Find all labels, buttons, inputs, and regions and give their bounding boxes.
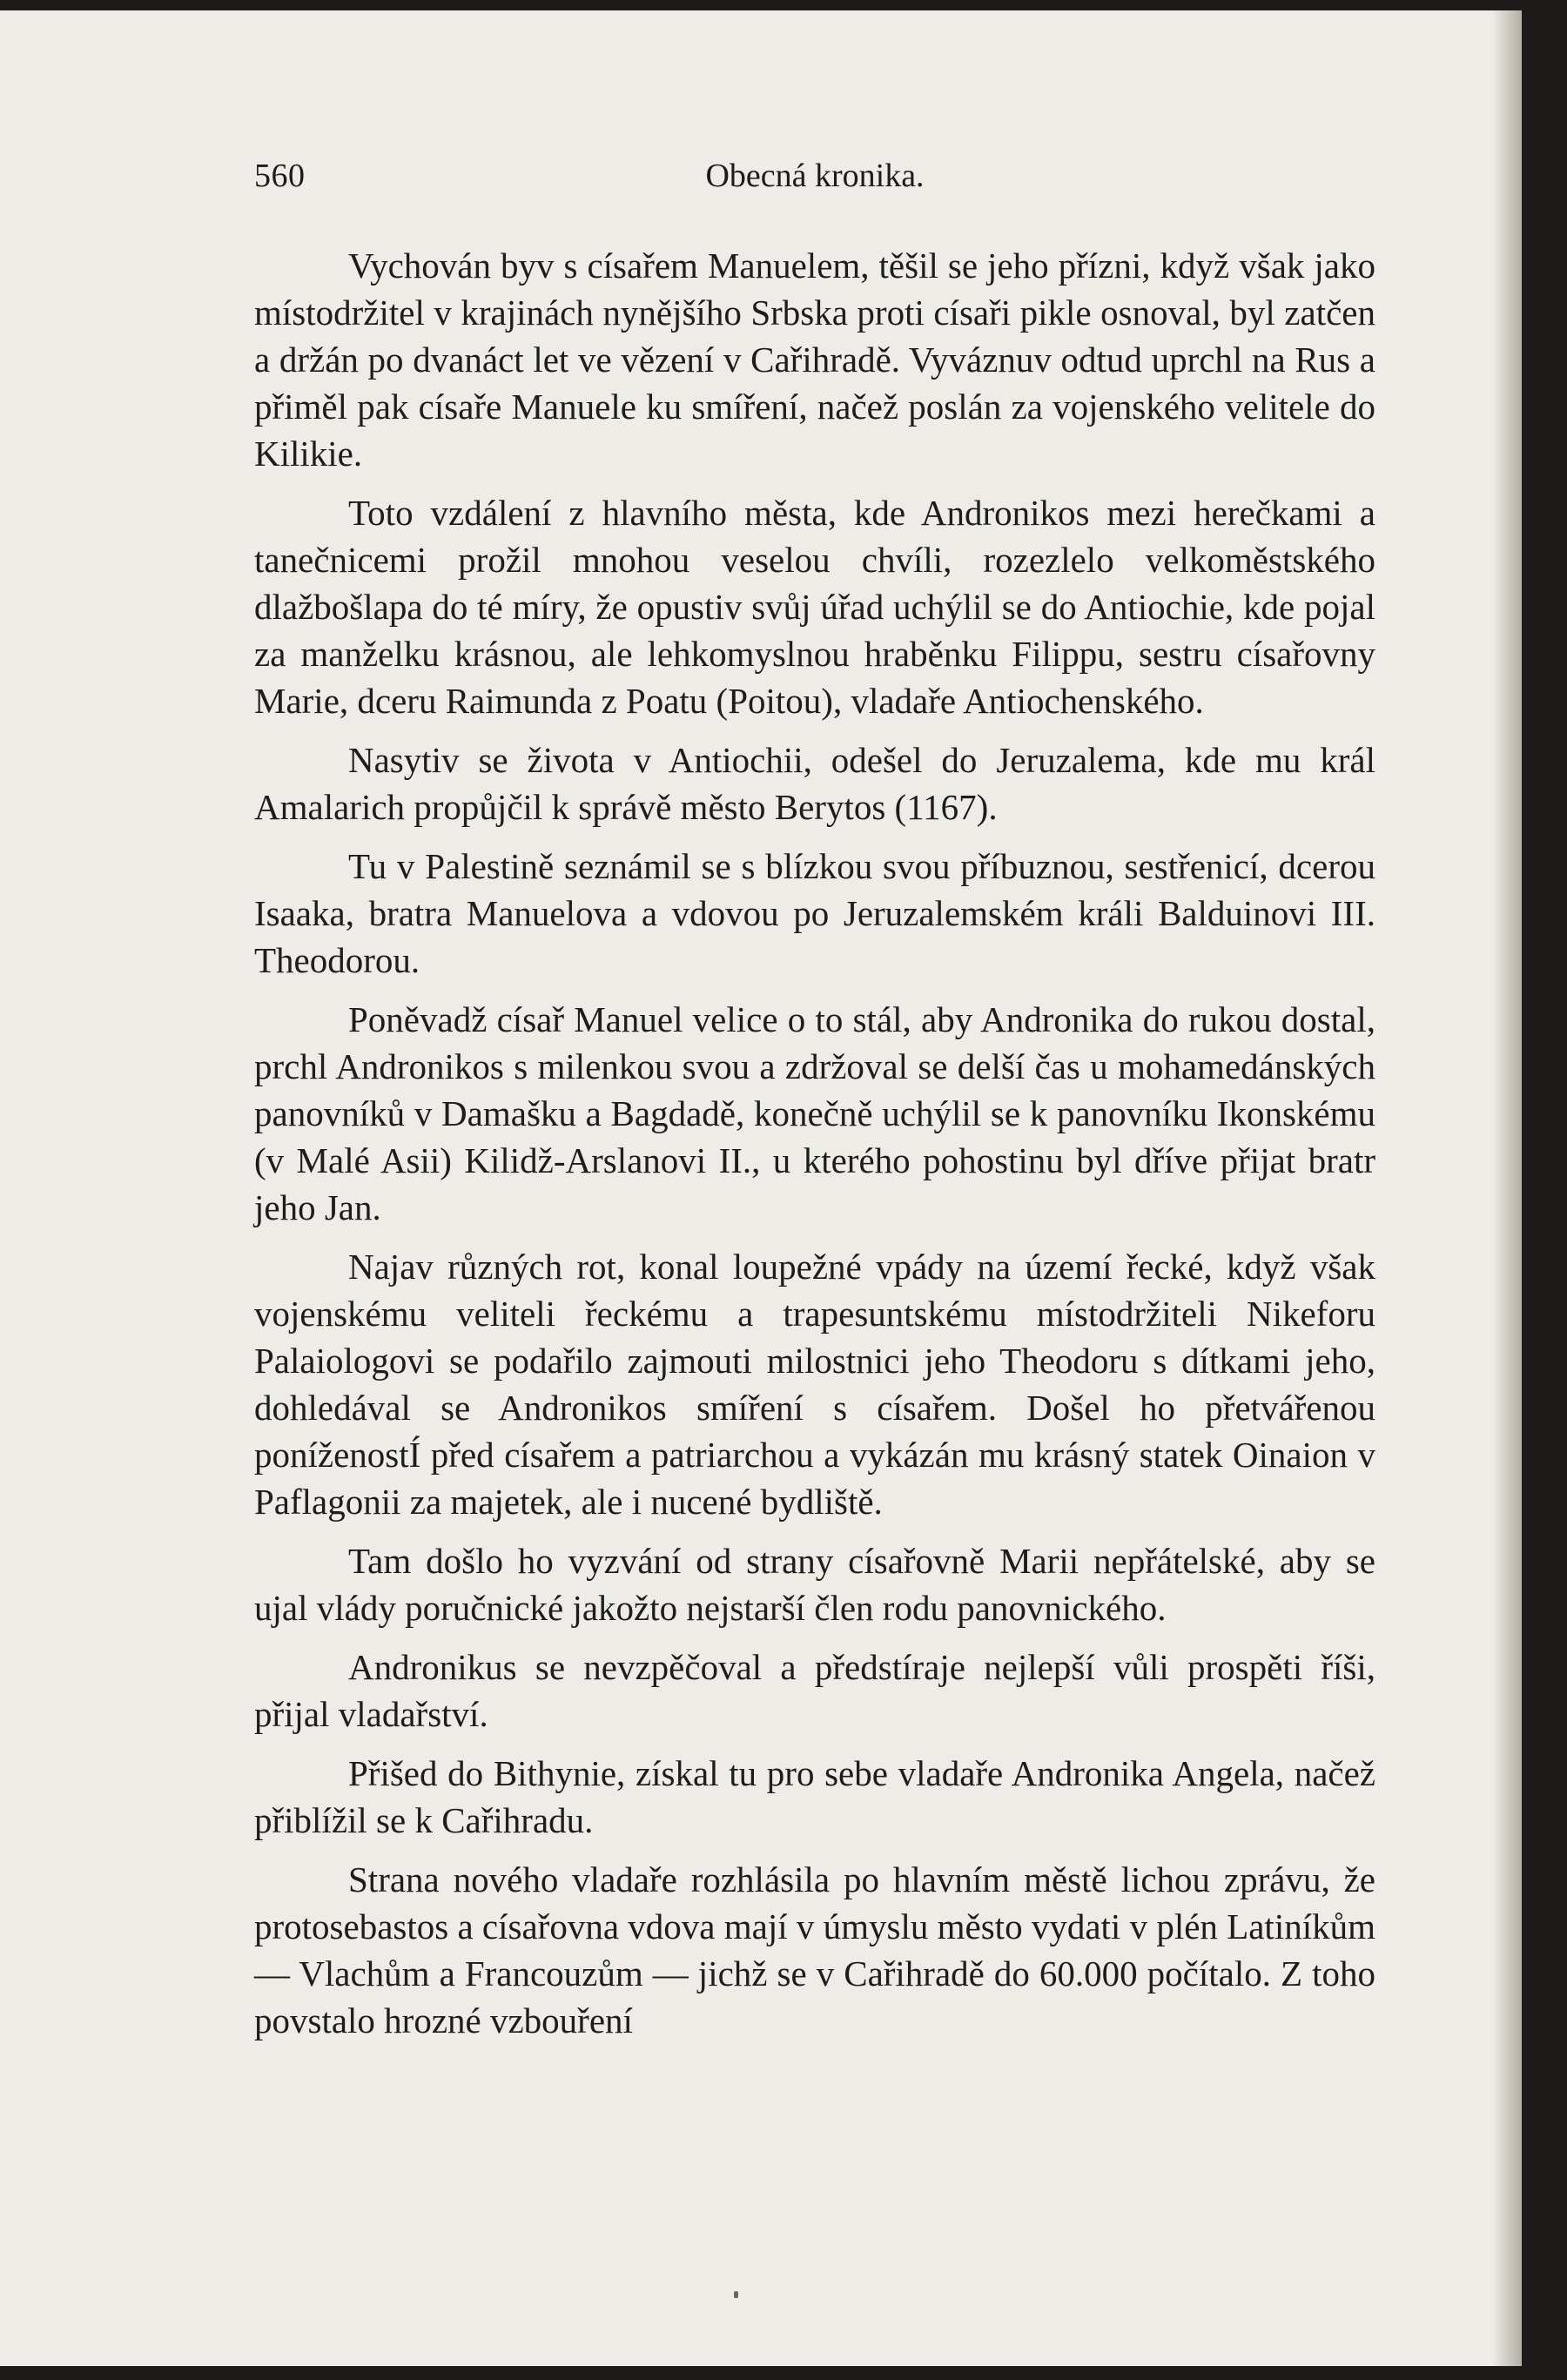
ink-speck <box>734 2291 738 2298</box>
paragraph-3: Nasytiv se života v Antiochii, odešel do Jeruzalema, kde mu král Amalarich propůjčil k správě město Berytos (1167). <box>254 740 1375 827</box>
page-edge-shadow <box>1492 10 1522 2366</box>
book-page <box>0 10 1522 2366</box>
paragraph-7: Tam došlo ho vyzvání od strany císařovně Marii nepřátelské, aby se ujal vlády poručnické jakožto nejstarší člen rodu panovnického. <box>254 1541 1375 1628</box>
running-head <box>254 157 1375 200</box>
paragraph-6: Najav různých rot, konal loupežné vpády na území řecké, když však vojenskému veliteli řeckému a trapesuntskému místodržiteli Nikeforu Palaiologovi se podařilo zajmouti milostnici jeho Theodoru s dítkami jeho, dohledával se Andronikos smíření s císařem. Došel ho přetvářenou poníženostÍ před císařem a patriarchou a vykázán mu krásný statek Oinaion v Paflagonii za majetek, ale i nucené bydliště. <box>254 1247 1375 1522</box>
paragraph-10: Strana nového vladaře rozhlásila po hlavním městě lichou zprávu, že protosebastos a císařovna vdova mají v úmyslu město vydati v plén Latiníkům — Vlachům a Francouzům — jichž se v Cařihradě do 60.000 počítalo. Z toho povstalo hrozné vzbouření <box>254 1859 1375 2040</box>
paragraph-9: Přišed do Bithynie, získal tu pro sebe vladaře Andronika Angela, načež přiblížil se k Cařihradu. <box>254 1753 1375 1840</box>
page-number: 560 <box>254 158 306 194</box>
header-title: Obecná kronika. <box>705 158 925 194</box>
paragraph-5: Poněvadž císař Manuel velice o to stál, aby Andronika do rukou dostal, prchl Andronikos s milenkou svou a zdržoval se delší čas u mohamedánských panovníků v Damašku a Bagdadě, konečně uchýlil se k panovníku Ikonskému (v Malé Asii) Kilidž-Arslanovi II., u kterého pohostinu byl dříve přijat bratr jeho Jan. <box>254 999 1375 1227</box>
paragraph-1: Vychován byv s císařem Manuelem, těšil se jeho přízni, když však jako místodržitel v krajinách nynějšího Srbska proti císaři pikle osnoval, byl zatčen a držán po dvanáct let ve vězení v Cařihradě. Vyváznuv odtud uprchl na Rus a přiměl pak císaře Manuele ku smíření, načež poslán za vojenského velitele do Kilikie. <box>254 245 1375 474</box>
body-text <box>254 242 1375 2056</box>
paragraph-4: Tu v Palestině seznámil se s blízkou svou příbuznou, sestřenicí, dcerou Isaaka, bratra Manuelova a vdovou po Jeruzalemském králi Balduinovi III. Theodorou. <box>254 846 1375 980</box>
paragraph-2: Toto vzdálení z hlavního města, kde Andronikos mezi herečkami a tanečnicemi prožil mnohou veselou chvíli, rozezlelo velkoměstského dlažbošlapa do té míry, že opustiv svůj úřad uchýlil se do Antiochie, kde pojal za manželku krásnou, ale lehkomyslnou hraběnku Filippu, sestru císařovny Marie, dceru Raimunda z Poatu (Poitou), vladaře Antiochenského. <box>254 493 1375 721</box>
paragraph-8: Andronikus se nevzpěčoval a předstíraje nejlepší vůli prospěti říši, přijal vladařství. <box>254 1647 1375 1734</box>
